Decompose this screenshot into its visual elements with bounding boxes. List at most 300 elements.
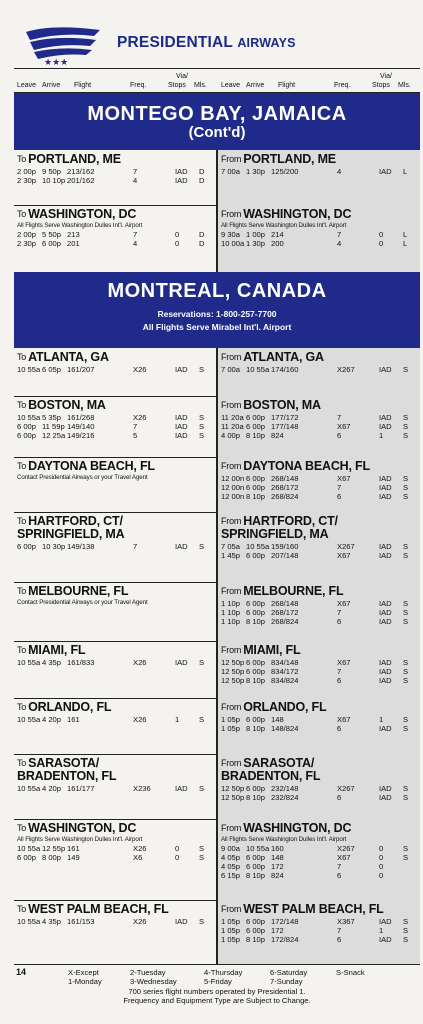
route-section: [14, 819, 420, 901]
svg-text:★★★: ★★★: [44, 58, 69, 66]
flight-cell: IAD: [379, 365, 392, 374]
col-flight-r: Flight: [278, 82, 296, 89]
city-line: DAYTONA BEACH, FL: [28, 459, 155, 473]
flight-cell: 8 10p: [246, 935, 266, 944]
flight-cell: 1 10p: [221, 599, 241, 608]
col-via: Via/: [176, 73, 188, 80]
flight-cell: X67: [337, 422, 351, 431]
city-line: DAYTONA BEACH, FL: [243, 459, 370, 473]
city-name: [221, 903, 384, 916]
flight-cell: 159/160: [271, 542, 299, 551]
flight-cell: 213/162: [67, 167, 95, 176]
route-section: [14, 348, 420, 397]
flight-cell: 268/824: [271, 492, 299, 501]
flight-cell: S: [403, 599, 409, 608]
flight-cell: 6 00p: [17, 542, 37, 551]
route-section: [14, 900, 420, 965]
direction-label: To: [17, 400, 27, 410]
flight-cell: 0: [379, 844, 384, 853]
flight-cell: 268/148: [271, 599, 299, 608]
flight-cell: X267: [337, 784, 355, 793]
city-line: WASHINGTON, DC: [28, 207, 137, 221]
from-column: [218, 205, 420, 272]
footnote-subject-to-change: Frequency and Equipment Type are Subject to Change.: [123, 996, 311, 1005]
flight-cell: 0: [379, 239, 384, 248]
direction-label: From: [221, 645, 242, 655]
key-except: X-Except: [68, 968, 99, 977]
flight-cell: 207/148: [271, 551, 299, 560]
flight-cell: 10 55a: [17, 365, 41, 374]
flight-cell: X26: [133, 658, 147, 667]
flight-cell: 0: [379, 871, 384, 880]
city-name: [221, 644, 300, 657]
flight-cell: IAD: [379, 667, 392, 676]
flight-cell: 268/824: [271, 617, 299, 626]
flight-cell: 12 00n: [221, 483, 245, 492]
flight-cell: X67: [337, 474, 351, 483]
flight-cell: 6: [337, 935, 342, 944]
flight-cell: D: [199, 167, 205, 176]
flight-cell: S: [199, 413, 205, 422]
flight-cell: 161/153: [67, 917, 95, 926]
flight-cell: IAD: [379, 793, 392, 802]
route-note: Contact Presidential Airways or your Travel Agent: [17, 599, 148, 606]
city-name: [17, 701, 111, 714]
flight-cell: 4 05p: [221, 862, 241, 871]
flight-cell: 213: [67, 230, 80, 239]
flight-cell: 6 00p: [246, 917, 266, 926]
direction-label: To: [17, 586, 27, 596]
col-mls: Mls.: [194, 82, 207, 89]
flight-cell: 214: [271, 230, 284, 239]
key-monday: 1-Monday: [68, 977, 102, 986]
flight-cell: 232/824: [271, 793, 299, 802]
flight-cell: 172/148: [271, 917, 299, 926]
flight-cell: IAD: [379, 422, 392, 431]
flight-cell: S: [403, 844, 409, 853]
flight-cell: S: [199, 431, 205, 440]
flight-cell: S: [403, 676, 409, 685]
brand-header: [22, 20, 412, 68]
flight-cell: 177/172: [271, 413, 299, 422]
flight-cell: 7: [337, 926, 342, 935]
flight-cell: 10 55a: [17, 844, 41, 853]
flight-cell: 7: [337, 667, 342, 676]
route-section: [14, 582, 420, 642]
col-stops-r: Stops: [372, 82, 390, 89]
city-line: BOSTON, MA: [243, 398, 321, 412]
col-arrive-r: Arrive: [246, 82, 265, 89]
city-name: [221, 822, 351, 835]
flight-cell: 7 05a: [221, 542, 241, 551]
flight-cell: S: [403, 365, 409, 374]
flight-cell: 149/216: [67, 431, 95, 440]
city-name: [221, 351, 324, 364]
city-line: ATLANTA, GA: [243, 350, 324, 364]
flight-cell: 6: [337, 431, 342, 440]
route-section: [14, 150, 420, 206]
flight-cell: L: [403, 230, 408, 239]
flight-cell: IAD: [379, 935, 392, 944]
flight-cell: 6: [337, 676, 342, 685]
flight-cell: 1 30p: [246, 167, 266, 176]
flight-cell: 6: [337, 492, 342, 501]
flight-cell: 10 30p: [42, 542, 66, 551]
city-line: WASHINGTON, DC: [243, 207, 352, 221]
key-friday: 5-Friday: [204, 977, 232, 986]
direction-label: From: [221, 352, 242, 362]
banner-reservations: Reservations: 1-800-257-7700: [157, 309, 277, 319]
direction-label: To: [17, 209, 27, 219]
flight-cell: 6: [337, 871, 342, 880]
flight-cell: L: [403, 167, 408, 176]
route-note: All Flights Serve Washington Dulles Int'l. Airport: [221, 222, 347, 229]
flight-cell: 1: [379, 715, 384, 724]
flight-cell: 4: [133, 239, 138, 248]
city-name: [221, 399, 321, 412]
flight-cell: 125/200: [271, 167, 299, 176]
flight-cell: IAD: [175, 413, 188, 422]
direction-label: To: [17, 758, 27, 768]
flight-cell: 12 50p: [221, 676, 245, 685]
col-arrive: Arrive: [42, 82, 61, 89]
flight-cell: 8 10p: [246, 492, 266, 501]
flight-cell: 7: [337, 608, 342, 617]
flight-cell: 12 50p: [221, 784, 245, 793]
key-sunday: 7-Sunday: [270, 977, 303, 986]
flight-cell: X26: [133, 413, 147, 422]
flight-cell: IAD: [379, 483, 392, 492]
flight-cell: 161/207: [67, 365, 95, 374]
direction-label: To: [17, 702, 27, 712]
flight-cell: S: [403, 542, 409, 551]
from-column: [218, 512, 420, 582]
flight-cell: 10 55a: [246, 365, 270, 374]
flight-cell: 172: [271, 926, 284, 935]
from-column: [218, 819, 420, 900]
flight-cell: IAD: [379, 542, 392, 551]
city-name: [221, 701, 326, 714]
flight-cell: 1 05p: [221, 926, 241, 935]
flight-cell: 824: [271, 871, 284, 880]
flight-cell: IAD: [379, 917, 392, 926]
flight-cell: 834/172: [271, 667, 299, 676]
flight-cell: 1: [379, 926, 384, 935]
route-note: Contact Presidential Airways or your Travel Agent: [17, 474, 148, 481]
flight-cell: 4 20p: [42, 715, 62, 724]
flight-cell: S: [403, 715, 409, 724]
route-section: [14, 457, 420, 513]
city-name: [17, 644, 85, 657]
flight-cell: 10 00a: [221, 239, 245, 248]
flight-cell: 1: [379, 431, 384, 440]
flight-cell: S: [403, 617, 409, 626]
to-column: [14, 582, 216, 641]
flight-cell: S: [403, 551, 409, 560]
direction-label: To: [17, 154, 27, 164]
city-line: MELBOURNE, FL: [243, 584, 344, 598]
flight-cell: IAD: [175, 784, 188, 793]
flight-cell: 10 55a: [17, 917, 41, 926]
flight-cell: S: [403, 483, 409, 492]
flight-cell: IAD: [379, 551, 392, 560]
flight-cell: 6 00p: [246, 715, 266, 724]
banner-title: MONTREAL, CANADA: [107, 280, 327, 302]
flight-cell: S: [403, 724, 409, 733]
flight-cell: 6 00p: [246, 658, 266, 667]
flight-cell: 201: [67, 239, 80, 248]
to-column: [14, 457, 216, 512]
footnote-series: 700 series flight numbers operated by Presidential 1.: [128, 987, 306, 996]
flight-cell: 7: [337, 483, 342, 492]
flight-cell: 0: [175, 853, 180, 862]
flight-cell: S: [403, 422, 409, 431]
direction-label: From: [221, 516, 242, 526]
route-note: All Flights Serve Washington Dulles Int'l. Airport: [17, 222, 143, 229]
flight-cell: 268/172: [271, 483, 299, 492]
city-line: WASHINGTON, DC: [28, 821, 137, 835]
flight-cell: 1 05p: [221, 917, 241, 926]
city-line: HARTFORD, CT/: [243, 514, 338, 528]
flight-cell: IAD: [175, 365, 188, 374]
flight-cell: 7: [337, 862, 342, 871]
route-section: [14, 698, 420, 755]
flight-cell: IAD: [175, 431, 188, 440]
flight-cell: 149/138: [67, 542, 95, 551]
flight-cell: 7: [133, 167, 138, 176]
flight-cell: 11 59p: [42, 422, 65, 431]
flight-cell: 6 00p: [246, 608, 266, 617]
city-line: MELBOURNE, FL: [28, 584, 129, 598]
key-thursday: 4-Thursday: [204, 968, 243, 977]
city-name: [221, 153, 336, 166]
flight-cell: 7: [133, 230, 138, 239]
flight-cell: 1 45p: [221, 551, 241, 560]
flight-cell: IAD: [175, 542, 188, 551]
flight-cell: D: [199, 239, 205, 248]
flight-cell: S: [403, 784, 409, 793]
flight-cell: 2 30p: [17, 176, 37, 185]
flight-cell: 2 00p: [17, 230, 37, 239]
flight-cell: 160: [271, 844, 284, 853]
direction-label: To: [17, 516, 27, 526]
col-flight: Flight: [74, 82, 92, 89]
route-section: [14, 512, 420, 583]
destination-banner: [14, 272, 420, 348]
city-name: [221, 585, 343, 598]
flight-cell: 1 10p: [221, 608, 241, 617]
flight-cell: IAD: [379, 676, 392, 685]
to-column: [14, 512, 216, 582]
city-name: [17, 515, 124, 541]
flight-cell: 4 20p: [42, 784, 62, 793]
flight-cell: 148: [271, 853, 284, 862]
flight-cell: 12 50p: [221, 793, 245, 802]
flight-cell: 0: [379, 853, 384, 862]
flight-cell: 8 10p: [246, 724, 266, 733]
flight-cell: X67: [337, 599, 351, 608]
flight-cell: 200: [271, 239, 284, 248]
flight-cell: 8 10p: [246, 871, 266, 880]
flight-cell: 201/162: [67, 176, 95, 185]
col-via-r: Via/: [380, 73, 392, 80]
flight-cell: 6 00p: [246, 862, 266, 871]
flight-cell: 12 55p: [42, 844, 66, 853]
flight-cell: IAD: [379, 784, 392, 793]
col-mls-r: Mls.: [398, 82, 411, 89]
flight-cell: 10 55a: [17, 658, 41, 667]
flight-cell: IAD: [175, 176, 188, 185]
flight-cell: 0: [379, 862, 384, 871]
flight-cell: 6 15p: [221, 871, 241, 880]
flight-cell: 172/824: [271, 935, 299, 944]
from-column: [218, 754, 420, 819]
flight-cell: S: [199, 658, 205, 667]
from-column: [218, 900, 420, 964]
flight-cell: 6 05p: [42, 365, 62, 374]
flight-cell: 8 10p: [246, 431, 266, 440]
city-line: BRADENTON, FL: [221, 769, 321, 783]
flight-cell: S: [403, 492, 409, 501]
city-line: SARASOTA/: [243, 756, 315, 770]
flight-cell: 6 00p: [17, 853, 37, 862]
flight-cell: 1 05p: [221, 724, 241, 733]
direction-label: From: [221, 823, 242, 833]
flight-cell: 1: [175, 715, 180, 724]
legend-footer: [14, 964, 420, 1022]
flight-cell: 0: [175, 230, 180, 239]
flight-cell: 161/268: [67, 413, 95, 422]
col-freq: Freq.: [130, 82, 147, 89]
flight-cell: X267: [337, 365, 355, 374]
route-section: [14, 754, 420, 820]
col-leave: Leave: [17, 82, 37, 89]
direction-label: To: [17, 823, 27, 833]
city-line: HARTFORD, CT/: [28, 514, 123, 528]
flight-cell: 4: [337, 239, 342, 248]
flight-cell: 161: [67, 715, 80, 724]
to-column: [14, 754, 216, 819]
flight-cell: 0: [175, 844, 180, 853]
city-name: [17, 153, 121, 166]
key-saturday: 6-Saturday: [270, 968, 308, 977]
airline-name-sub: AIRWAYS: [237, 36, 296, 50]
flight-cell: 12 00n: [221, 492, 245, 501]
flight-cell: 268/172: [271, 608, 299, 617]
flight-cell: S: [199, 715, 205, 724]
flight-cell: 824: [271, 431, 284, 440]
flight-cell: S: [403, 667, 409, 676]
flight-cell: X26: [133, 365, 147, 374]
flight-cell: 10 55a: [17, 715, 41, 724]
flight-cell: 9 00a: [221, 844, 241, 853]
flight-cell: S: [403, 658, 409, 667]
col-stops: Stops: [168, 82, 186, 89]
flight-cell: X267: [337, 844, 355, 853]
flight-cell: S: [199, 844, 205, 853]
route-note: All Flights Serve Washington Dulles Int'l. Airport: [221, 836, 347, 843]
direction-label: From: [221, 758, 242, 768]
flight-cell: 6 00p: [246, 551, 266, 560]
flight-cell: 4: [337, 167, 342, 176]
flight-cell: 12 00n: [221, 474, 245, 483]
flight-cell: 174/160: [271, 365, 299, 374]
from-column: [218, 698, 420, 754]
flight-cell: 834/148: [271, 658, 299, 667]
flight-cell: S: [403, 413, 409, 422]
city-line: WASHINGTON, DC: [243, 821, 352, 835]
direction-label: From: [221, 209, 242, 219]
airline-name: [117, 34, 296, 52]
flight-cell: X26: [133, 917, 147, 926]
flight-cell: 6 00p: [246, 853, 266, 862]
flight-cell: 268/148: [271, 474, 299, 483]
flight-cell: 7 00a: [221, 167, 241, 176]
flight-cell: X67: [337, 715, 351, 724]
key-tuesday: 2-Tuesday: [130, 968, 166, 977]
flight-cell: 9 30a: [221, 230, 241, 239]
flight-cell: X67: [337, 853, 351, 862]
flight-cell: 7: [337, 413, 342, 422]
key-wednesday: 3-Wednesday: [130, 977, 177, 986]
city-line: ORLANDO, FL: [28, 700, 112, 714]
flight-cell: 8 00p: [42, 853, 62, 862]
flight-cell: S: [403, 793, 409, 802]
flight-cell: 172: [271, 862, 284, 871]
to-column: [14, 641, 216, 698]
flight-cell: S: [403, 474, 409, 483]
flight-cell: 11 20a: [221, 413, 244, 422]
route-section: [14, 205, 420, 273]
flight-cell: 4 35p: [42, 658, 62, 667]
flight-cell: 6 00p: [246, 483, 266, 492]
city-name: [17, 460, 155, 473]
city-name: [17, 351, 109, 364]
flight-cell: IAD: [379, 167, 392, 176]
city-name: [17, 585, 128, 598]
flight-cell: S: [199, 917, 205, 926]
flight-cell: IAD: [379, 608, 392, 617]
city-line: PORTLAND, ME: [243, 152, 336, 166]
flight-cell: 7: [337, 230, 342, 239]
flight-cell: IAD: [379, 724, 392, 733]
flight-cell: IAD: [175, 167, 188, 176]
flight-cell: X267: [337, 542, 355, 551]
flight-cell: 232/148: [271, 784, 299, 793]
flight-cell: 149/140: [67, 422, 95, 431]
direction-label: From: [221, 461, 242, 471]
to-column: [14, 205, 216, 272]
flight-cell: 6 00p: [246, 926, 266, 935]
city-name: [221, 515, 338, 541]
flight-cell: 7 00a: [221, 365, 241, 374]
flight-cell: 6: [337, 793, 342, 802]
flight-cell: 5 35p: [42, 413, 62, 422]
flight-cell: 6 00p: [246, 474, 266, 483]
direction-label: From: [221, 154, 242, 164]
city-line: ORLANDO, FL: [243, 700, 327, 714]
route-note: All Flights Serve Washington Dulles Int'l. Airport: [17, 836, 143, 843]
city-line: WEST PALM BEACH, FL: [28, 902, 169, 916]
to-column: [14, 348, 216, 396]
flight-cell: 6 00p: [17, 431, 37, 440]
flight-cell: X67: [337, 551, 351, 560]
flight-cell: S: [403, 917, 409, 926]
flight-cell: 6 00p: [246, 667, 266, 676]
col-leave-r: Leave: [221, 82, 241, 89]
destination-banner: [14, 93, 420, 150]
city-line: WEST PALM BEACH, FL: [243, 902, 384, 916]
